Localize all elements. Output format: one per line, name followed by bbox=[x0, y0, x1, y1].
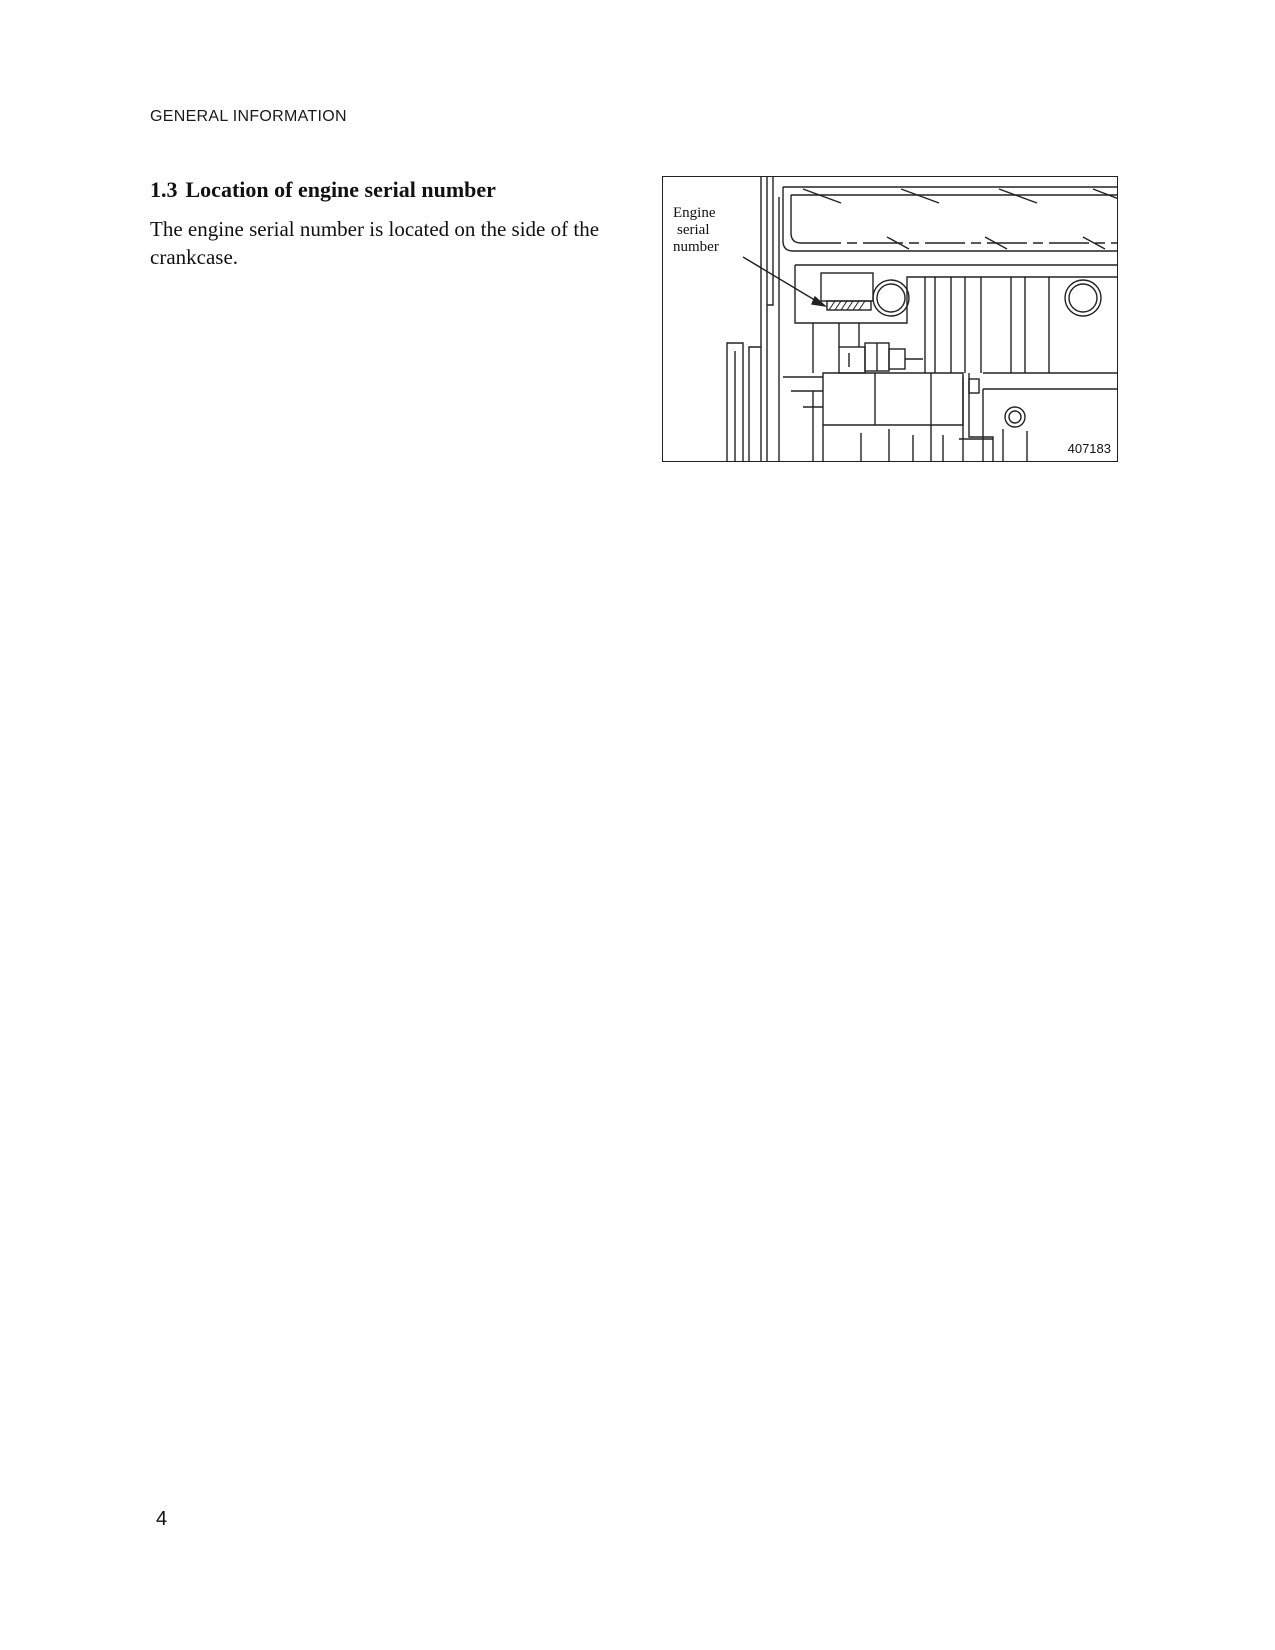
figure-number: 407183 bbox=[1067, 441, 1111, 456]
section-body: The engine serial number is located on the side of the crankcase. bbox=[150, 217, 600, 269]
section-title-text: Location of engine serial number bbox=[185, 177, 496, 202]
serial-number-callout bbox=[673, 205, 719, 256]
callout-line-1: Engine bbox=[673, 205, 716, 221]
page-number: 4 bbox=[156, 1508, 168, 1530]
callout-line-3: number bbox=[673, 239, 719, 255]
engine-drawing bbox=[663, 177, 1118, 462]
section-title bbox=[150, 177, 496, 203]
engine-serial-figure bbox=[662, 176, 1118, 462]
section-number: 1.3 bbox=[150, 177, 178, 202]
running-header: GENERAL INFORMATION bbox=[150, 108, 347, 125]
callout-line-2: serial bbox=[677, 222, 710, 238]
